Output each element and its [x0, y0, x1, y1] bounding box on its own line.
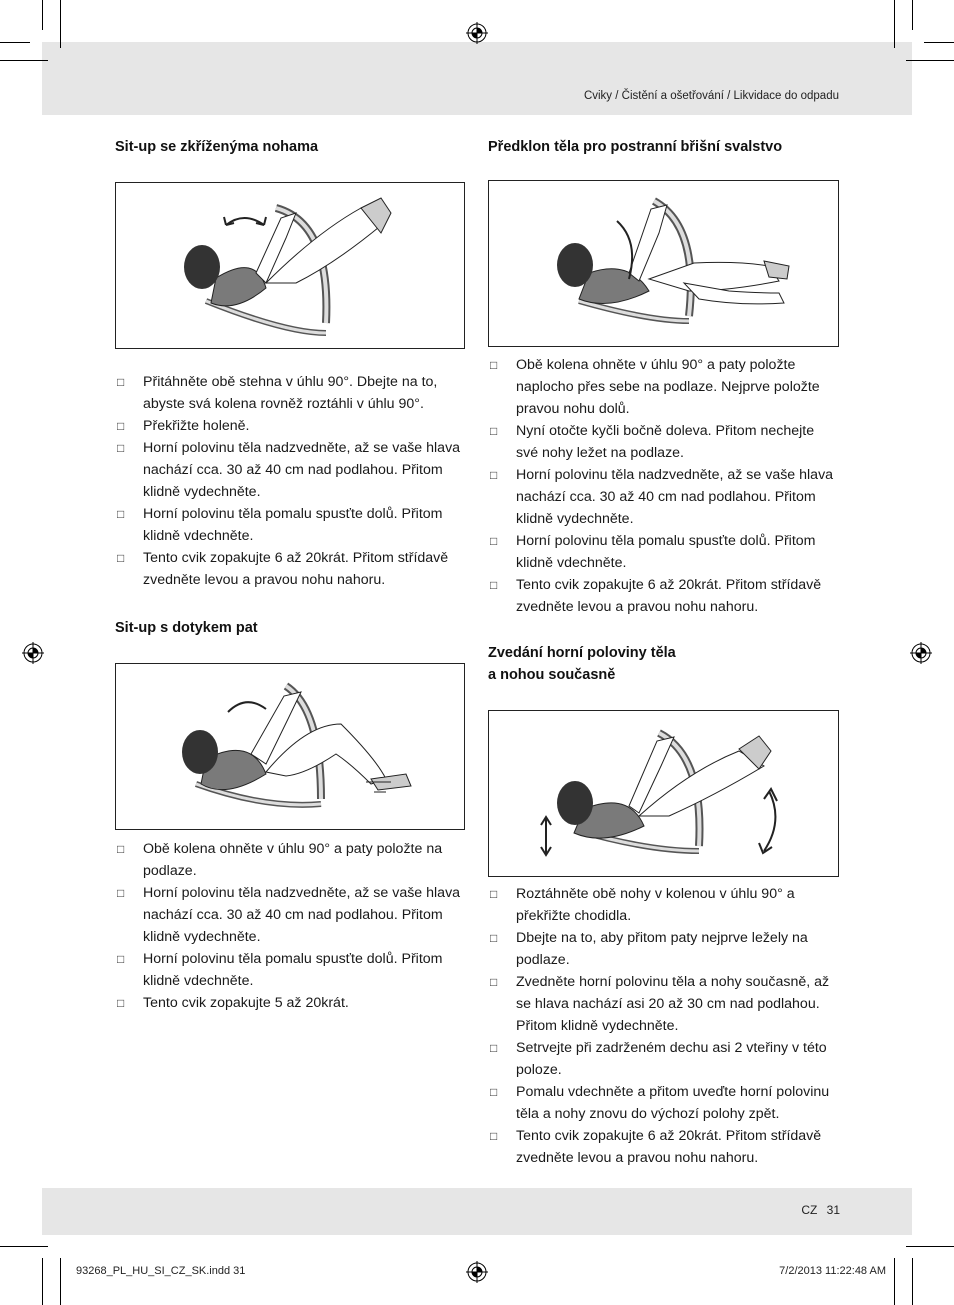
list-item: □ Tento cvik zopakujte 6 až 20krát. Přitom střídavě zvedněte levou a pravou nohu nahoru. [488, 574, 840, 618]
running-header: Cviky / Čistění a ošetřování / Likvidace do odpadu [583, 90, 839, 102]
registration-mark-icon [466, 22, 488, 44]
step-list [115, 838, 467, 1014]
crop-mark [42, 0, 43, 30]
exercise-illustration [115, 663, 465, 830]
list-item: □ Horní polovinu těla pomalu spusťte dolů. Přitom klidně vdechněte. [115, 503, 467, 547]
checkbox-bullet-icon: □ [117, 419, 125, 433]
crop-mark [0, 1246, 48, 1247]
list-item: □ Horní polovinu těla pomalu spusťte dolů. Přitom klidně vdechněte. [488, 530, 840, 574]
checkbox-bullet-icon: □ [117, 441, 125, 455]
crop-mark [0, 60, 48, 61]
list-item: □ Nyní otočte kyčli bočně doleva. Přitom nechejte své nohy ležet na podlaze. [488, 420, 840, 464]
step-list [488, 883, 840, 1169]
checkbox-bullet-icon: □ [490, 578, 498, 592]
list-item: □ Horní polovinu těla nadzvedněte, až se vaše hlava nachází cca. 30 až 40 cm nad podlahou. Přitom klidně vydechněte. [115, 437, 467, 503]
list-item: □ Tento cvik zopakujte 6 až 20krát. Přitom střídavě zvedněte levou a pravou nohu nahoru. [115, 547, 467, 591]
crop-mark [912, 0, 913, 30]
checkbox-bullet-icon: □ [490, 424, 498, 438]
step-list [488, 354, 840, 618]
list-item: □ Zvedněte horní polovinu těla a nohy současně, až se hlava nachází asi 20 až 30 cm nad podlahou. Přitom klidně vydechněte. [488, 971, 840, 1037]
crop-mark [60, 0, 61, 48]
list-item: □ Horní polovinu těla nadzvedněte, až se vaše hlava nachází cca. 30 až 40 cm nad podlahou. Přitom klidně vydechněte. [488, 464, 840, 530]
crop-mark [42, 1258, 43, 1305]
list-item: □ Obě kolena ohněte v úhlu 90° a paty položte na podlaze. [115, 838, 467, 882]
checkbox-bullet-icon: □ [117, 996, 125, 1010]
list-item: □ Tento cvik zopakujte 6 až 20krát. Přitom střídavě zvedněte levou a pravou nohu nahoru. [488, 1125, 840, 1169]
footer-band [42, 1188, 912, 1235]
slug-filename: 93268_PL_HU_SI_CZ_SK.indd 31 [76, 1265, 246, 1277]
checkbox-bullet-icon: □ [490, 887, 498, 901]
right-column [488, 136, 840, 1169]
checkbox-bullet-icon: □ [490, 358, 498, 372]
checkbox-bullet-icon: □ [117, 952, 125, 966]
crop-mark [60, 1258, 61, 1305]
slug-timestamp: 7/2/2013 11:22:48 AM [779, 1265, 886, 1277]
checkbox-bullet-icon: □ [117, 886, 125, 900]
list-item: □ Obě kolena ohněte v úhlu 90° a paty položte naplocho přes sebe na podlaze. Nejprve položte pravou nohu dolů. [488, 354, 840, 420]
list-item: □ Tento cvik zopakujte 5 až 20krát. [115, 992, 467, 1014]
step-list [115, 371, 467, 591]
registration-mark-icon [22, 642, 44, 664]
crop-mark [906, 60, 954, 61]
checkbox-bullet-icon: □ [117, 551, 125, 565]
checkbox-bullet-icon: □ [490, 534, 498, 548]
list-item: □ Horní polovinu těla pomalu spusťte dolů. Přitom klidně vdechněte. [115, 948, 467, 992]
list-item: □ Pomalu vdechněte a přitom uveďte horní polovinu těla a nohy znovu do výchozí polohy zpět. [488, 1081, 840, 1125]
list-item: □ Překřižte holeně. [115, 415, 467, 437]
list-item: □ Horní polovinu těla nadzvedněte, až se vaše hlava nachází cca. 30 až 40 cm nad podlahou. Přitom klidně vydechněte. [115, 882, 467, 948]
checkbox-bullet-icon: □ [490, 931, 498, 945]
list-item: □ Setrvejte při zadrženém dechu asi 2 vteřiny v této poloze. [488, 1037, 840, 1081]
checkbox-bullet-icon: □ [490, 1041, 498, 1055]
exercise-figure-icon [116, 664, 464, 829]
checkbox-bullet-icon: □ [117, 507, 125, 521]
checkbox-bullet-icon: □ [117, 375, 125, 389]
crop-mark [894, 0, 895, 48]
section-title: Zvedání horní poloviny těla a nohou současně [488, 645, 676, 683]
crop-mark [912, 1258, 913, 1305]
list-item: □ Přitáhněte obě stehna v úhlu 90°. Dbejte na to, abyste svá kolena rovněž roztáhli v úhlu 90°. [115, 371, 467, 415]
checkbox-bullet-icon: □ [117, 842, 125, 856]
registration-mark-icon [466, 1261, 488, 1283]
registration-mark-icon [910, 642, 932, 664]
checkbox-bullet-icon: □ [490, 1129, 498, 1143]
left-column [115, 136, 467, 1014]
section-title: Předklon těla pro postranní břišní svalstvo [488, 139, 783, 155]
list-item: □ Dbejte na to, aby přitom paty nejprve ležely na podlaze. [488, 927, 840, 971]
header-band [42, 42, 912, 115]
checkbox-bullet-icon: □ [490, 468, 498, 482]
exercise-illustration [488, 710, 839, 877]
exercise-figure-icon [489, 181, 838, 346]
checkbox-bullet-icon: □ [490, 1085, 498, 1099]
crop-mark [0, 42, 30, 43]
exercise-figure-icon [116, 183, 464, 348]
exercise-figure-icon [489, 711, 838, 876]
crop-mark [906, 1246, 954, 1247]
checkbox-bullet-icon: □ [490, 975, 498, 989]
exercise-illustration [115, 182, 465, 349]
exercise-illustration [488, 180, 839, 347]
page-number: CZ 31 [801, 1203, 840, 1217]
section-title: Sit-up s dotykem pat [115, 620, 258, 636]
crop-mark [894, 1258, 895, 1305]
crop-mark [924, 42, 954, 43]
section-title: Sit-up se zkříženýma nohama [115, 139, 319, 155]
list-item: □ Roztáhněte obě nohy v kolenou v úhlu 90° a překřižte chodidla. [488, 883, 840, 927]
